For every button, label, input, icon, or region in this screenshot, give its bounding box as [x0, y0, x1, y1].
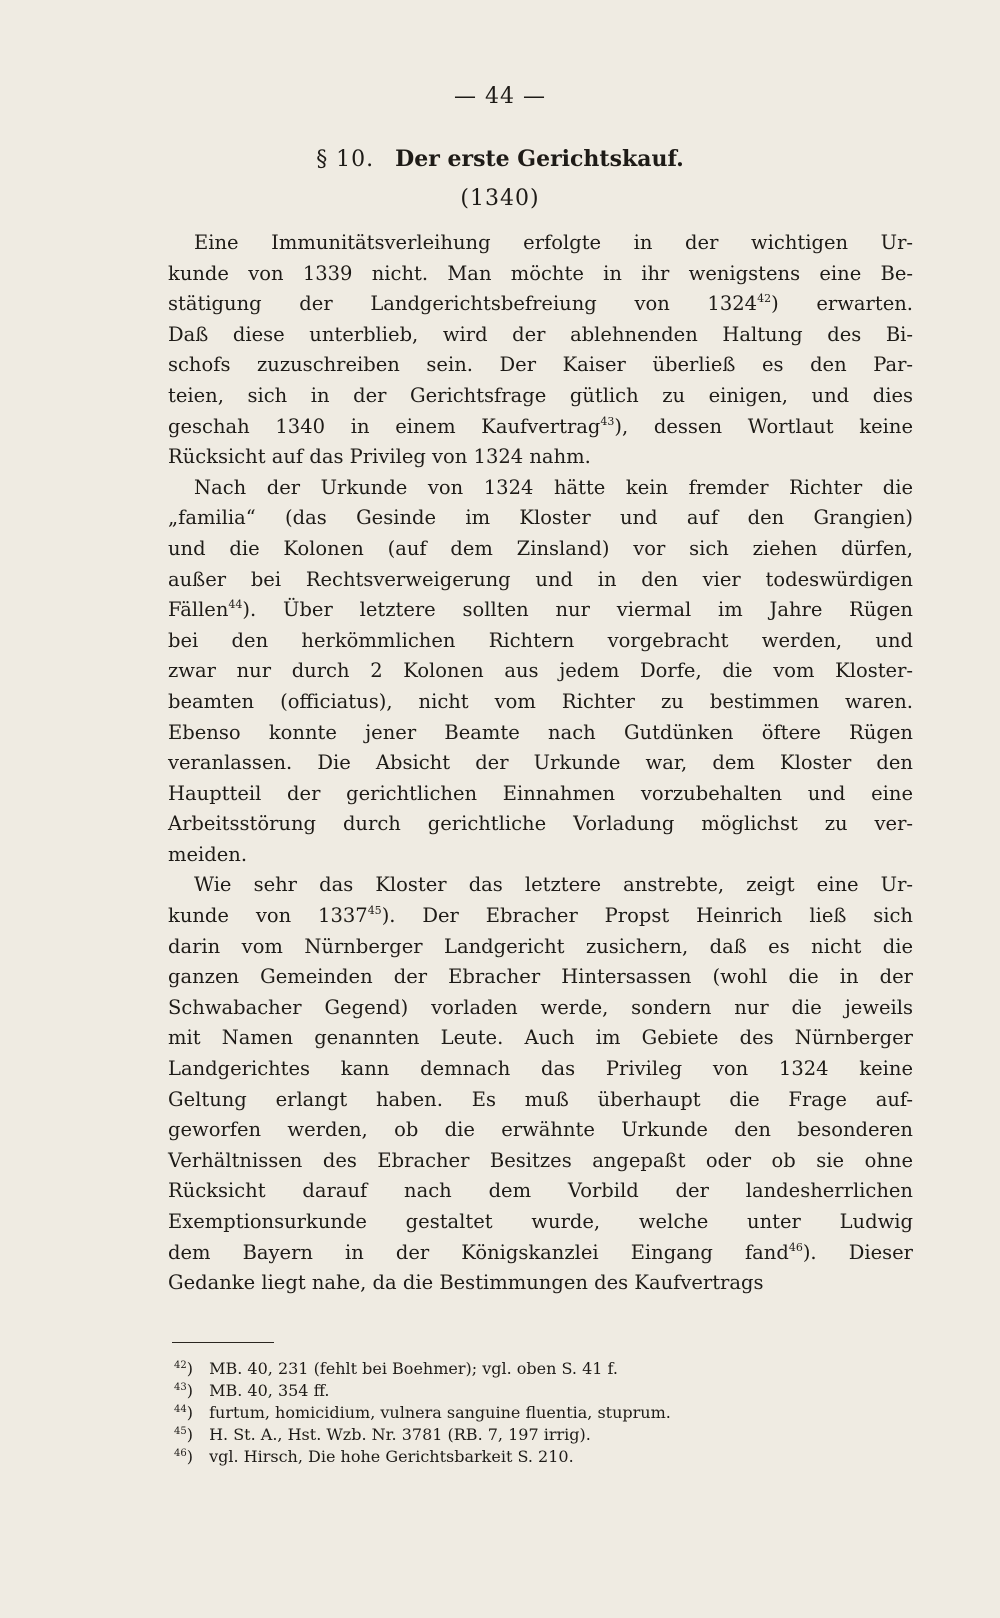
section-heading	[0, 146, 1000, 172]
footnote: $^{43}$) MB. 40, 354 ff.	[174, 1381, 330, 1400]
paragraph-2	[168, 473, 913, 871]
body-text	[168, 228, 913, 1299]
text-line: bei den herkömmlichen Richtern vorgebracht werden, und	[168, 628, 913, 652]
text-line: darin vom Nürnberger Landgericht zusichern, daß es nicht die	[168, 934, 913, 958]
footnote-ref: 42	[757, 292, 772, 306]
text-line: stätigung der Landgerichtsbefreiung von 1324$^{42}$) erwarten.	[168, 292, 913, 316]
text-line: Verhältnissen des Ebracher Besitzes angepaßt oder ob sie ohne	[168, 1148, 913, 1172]
text-line: Ebenso konnte jener Beamte nach Gutdünken öftere Rügen	[168, 720, 913, 744]
section-title: Der erste Gerichtskauf.	[395, 146, 684, 172]
footnote-divider	[172, 1342, 274, 1343]
text-line: Geltung erlangt haben. Es muß überhaupt die Frage auf-	[168, 1087, 913, 1111]
text-line: Schwabacher Gegend) vorladen werde, sondern nur die jeweils	[168, 995, 913, 1019]
text-line: ganzen Gemeinden der Ebracher Hintersassen (wohl die in der	[168, 965, 913, 989]
footnote-ref: 44	[228, 598, 243, 612]
footnote-number: 45	[174, 1426, 187, 1437]
section-number: § 10.	[316, 147, 375, 172]
text-line: veranlassen. Die Absicht der Urkunde war, dem Kloster den	[168, 751, 913, 775]
text-line: Eine Immunitätsverleihung erfolgte in der wichtigen Ur-	[194, 231, 913, 254]
text-line: kunde von 1337$^{45}$). Der Ebracher Propst Heinrich ließ sich	[168, 904, 913, 928]
text-line: außer bei Rechtsverweigerung und in den vier todeswürdigen	[168, 567, 913, 591]
text-line: kunde von 1339 nicht. Man möchte in ihr wenigstens eine Be-	[168, 261, 913, 285]
text-line: meiden.	[168, 842, 248, 866]
text-line: Hauptteil der gerichtlichen Einnahmen vorzubehalten und eine	[168, 781, 913, 805]
text-line: Exemptionsurkunde gestaltet wurde, welche unter Ludwig	[168, 1210, 913, 1233]
paragraph-3	[168, 870, 913, 1298]
footnote: $^{42}$) MB. 40, 231 (fehlt bei Boehmer); vgl. oben S. 41 f.	[174, 1359, 618, 1378]
footnote-ref: 45	[367, 904, 382, 918]
text-line: mit Namen genannten Leute. Auch im Gebiete des Nürnberger	[168, 1026, 913, 1050]
text-line: geschah 1340 in einem Kaufvertrag$^{43}$), dessen Wortlaut keine	[168, 414, 913, 438]
text-line: Arbeitsstörung durch gerichtliche Vorladung möglichst zu ver-	[168, 812, 913, 836]
text-line: zwar nur durch 2 Kolonen aus jedem Dorfe, die vom Kloster-	[168, 659, 913, 683]
text-line: beamten (officiatus), nicht vom Richter zu bestimmen waren.	[168, 689, 913, 713]
footnote-number: 44	[174, 1404, 187, 1415]
footnote-text: furtum, homicidium, vulnera sanguine fluentia, stuprum.	[209, 1403, 671, 1422]
text-line: Fällen$^{44}$). Über letztere sollten nur viermal im Jahre Rügen	[168, 598, 913, 622]
text-line: Gedanke liegt nahe, da die Bestimmungen des Kaufvertrags	[168, 1271, 764, 1295]
footnote-number: 42	[174, 1360, 187, 1371]
footnote-text: MB. 40, 354 ff.	[209, 1381, 330, 1400]
text-line: Rücksicht auf das Privileg von 1324 nahm.	[168, 445, 591, 469]
footnote: $^{44}$) furtum, homicidium, vulnera sanguine fluentia, stuprum.	[174, 1403, 671, 1422]
footnote-text: H. St. A., Hst. Wzb. Nr. 3781 (RB. 7, 197 irrig).	[209, 1425, 591, 1444]
paragraph-1	[168, 228, 913, 473]
footnote-text: MB. 40, 231 (fehlt bei Boehmer); vgl. oben S. 41 f.	[209, 1359, 618, 1378]
text-line: teien, sich in der Gerichtsfrage gütlich zu einigen, und dies	[168, 383, 913, 407]
footnote-text: vgl. Hirsch, Die hohe Gerichtsbarkeit S. 210.	[209, 1447, 574, 1466]
footnote: $^{45}$) H. St. A., Hst. Wzb. Nr. 3781 (RB. 7, 197 irrig).	[174, 1425, 591, 1444]
footnote-ref: 43	[600, 414, 615, 428]
footnote-number: 43	[174, 1382, 187, 1393]
page-number: — 44 —	[454, 84, 546, 109]
text-line: geworfen werden, ob die erwähnte Urkunde den besonderen	[168, 1118, 913, 1142]
footnote: $^{46}$) vgl. Hirsch, Die hohe Gerichtsbarkeit S. 210.	[174, 1447, 574, 1466]
text-line: „familia“ (das Gesinde im Kloster und auf den Grangien)	[168, 506, 913, 530]
footnotes	[174, 1358, 914, 1468]
text-line: und die Kolonen (auf dem Zinsland) vor sich ziehen dürfen,	[168, 536, 913, 560]
text-line: dem Bayern in der Königskanzlei Eingang fand$^{46}$). Dieser	[168, 1240, 913, 1264]
text-line: schofs zuzuschreiben sein. Der Kaiser überließ es den Par-	[168, 353, 913, 377]
text-line: Daß diese unterblieb, wird der ablehnenden Haltung des Bi-	[168, 322, 913, 346]
text-line: Nach der Urkunde von 1324 hätte kein fremder Richter die	[194, 475, 913, 499]
section-year: (1340)	[460, 186, 540, 211]
text-line: Landgerichtes kann demnach das Privileg von 1324 keine	[168, 1057, 913, 1081]
text-line: Rücksicht darauf nach dem Vorbild der landesherrlichen	[168, 1179, 913, 1203]
footnote-ref: 46	[788, 1240, 803, 1254]
footnote-number: 46	[174, 1448, 187, 1459]
text-line: Wie sehr das Kloster das letztere anstrebte, zeigt eine Ur-	[194, 873, 913, 897]
